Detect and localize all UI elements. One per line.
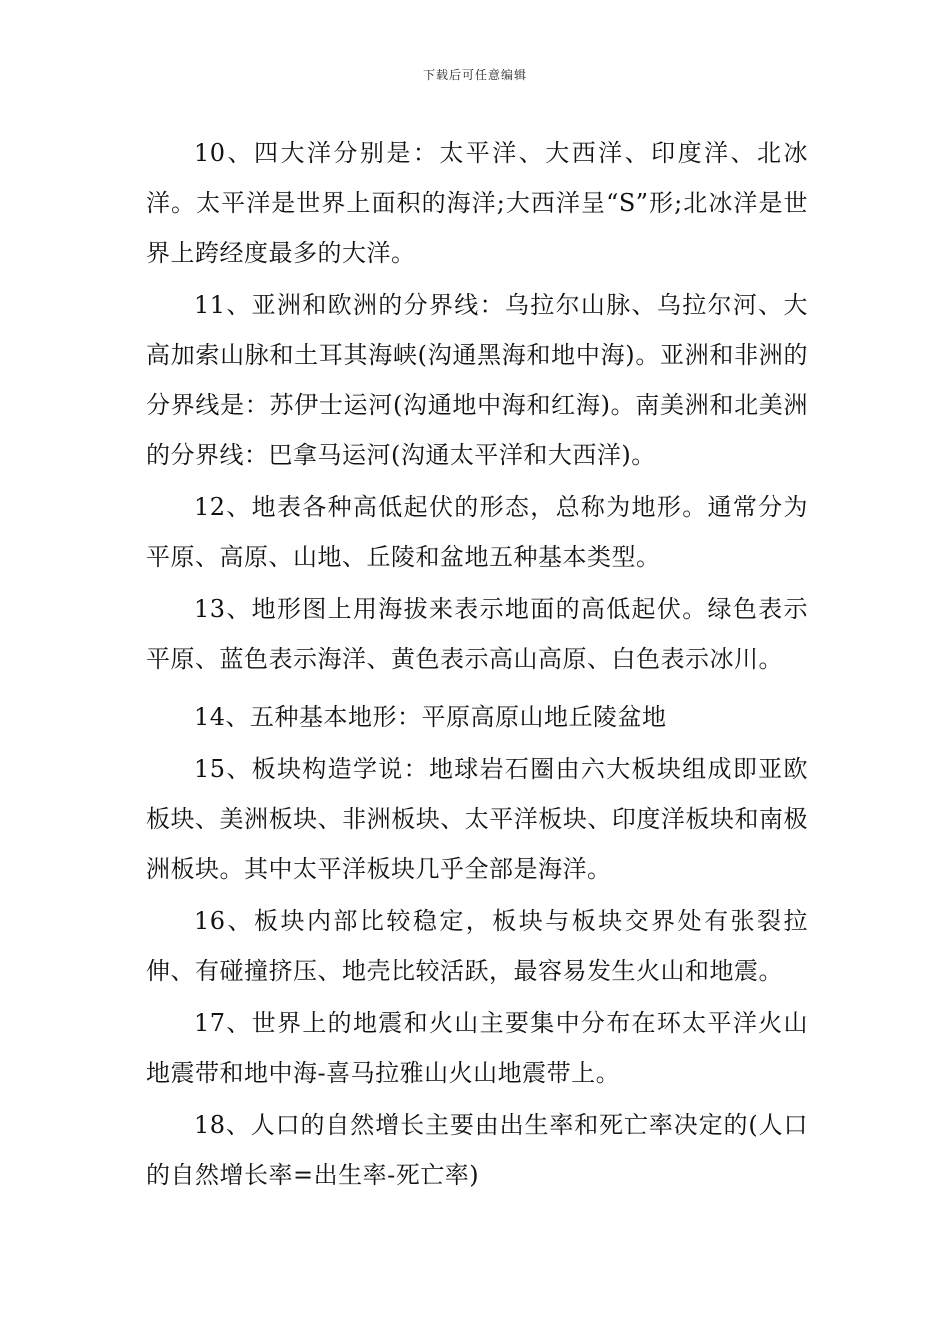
paragraph-15: 15、板块构造学说：地球岩石圈由六大板块组成即亚欧板块、美洲板块、非洲板块、太平洋板块、印度洋板块和南极洲板块。其中太平洋板块几乎全部是海洋。 (146, 755, 808, 883)
paragraph-13: 13、地形图上用海拔来表示地面的高低起伏。绿色表示平原、蓝色表示海洋、黄色表示高山高原、白色表示冰川。 (146, 595, 808, 673)
document-body (146, 128, 808, 1202)
paragraph-11: 11、亚洲和欧洲的分界线：乌拉尔山脉、乌拉尔河、大高加索山脉和土耳其海峡(沟通黑海和地中海)。亚洲和非洲的分界线是：苏伊士运河(沟通地中海和红海)。南美洲和北美洲的分界线：巴拿马运河(沟通太平洋和大西洋)。 (146, 291, 808, 469)
paragraph-12: 12、地表各种高低起伏的形态，总称为地形。通常分为平原、高原、山地、丘陵和盆地五种基本类型。 (146, 493, 808, 571)
paragraph-14: 14、五种基本地形：平原高原山地丘陵盆地 (194, 703, 667, 731)
paragraph-17: 17、世界上的地震和火山主要集中分布在环太平洋火山地震带和地中海-喜马拉雅山火山地震带上。 (146, 1009, 808, 1087)
paragraph-10: 10、四大洋分别是：太平洋、大西洋、印度洋、北冰洋。太平洋是世界上面积的海洋;大西洋呈“S”形;北冰洋是世界上跨经度最多的大洋。 (146, 139, 808, 267)
paragraph-18: 18、人口的自然增长主要由出生率和死亡率决定的(人口的自然增长率=出生率-死亡率) (146, 1111, 808, 1189)
page-header: 下载后可任意编辑 (422, 68, 527, 82)
paragraph-16: 16、板块内部比较稳定，板块与板块交界处有张裂拉伸、有碰撞挤压、地壳比较活跃，最容易发生火山和地震。 (146, 907, 808, 985)
